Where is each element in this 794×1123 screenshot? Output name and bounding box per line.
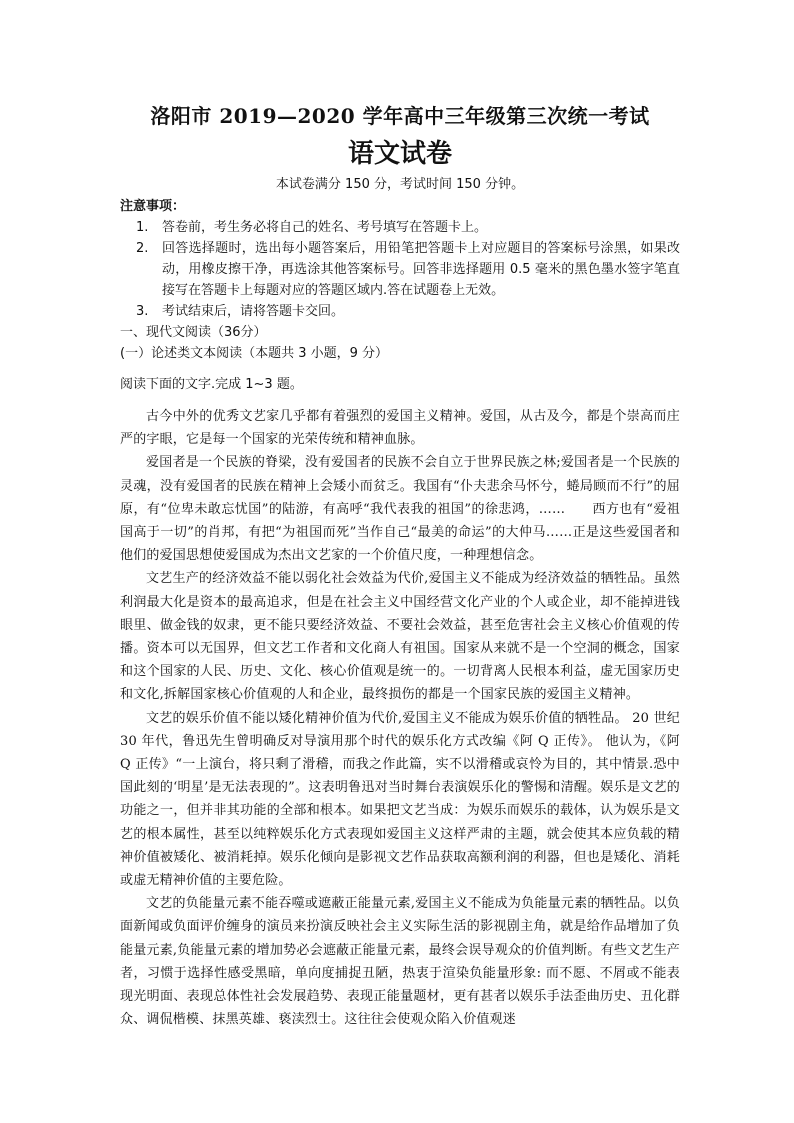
exam-page [120, 100, 680, 1031]
notice-item [120, 238, 680, 301]
notice-item-text: 回答选择题时，选出每小题答案后，用铅笔把答题卡上对应题目的答案标号涂黑，如果改动，用橡皮擦干净，再选涂其他答案标号。回答非选择题用 0.5 毫米的黑色墨水签字笔直接写在答题卡上每题对应的答题区域内.答在试题卷上无效。 [162, 241, 680, 298]
article-paragraph: 文艺的负能量元素不能吞噬或遮蔽正能量元素,爱国主义不能成为负能量元素的牺牲品。以负面新闻或负面评价缠身的演员来扮演反映社会主义实际生活的影视剧主角，就是给作品增加了负能量元素,负能量元素的增加势必会遮蔽正能量元素，最终会误导观众的价值判断。有些文艺生产者，习惯于选择性感受黑暗，单向度捕捉丑陋，热衷于渲染负能量形象: 而不愿、不屑或不能表现光明面、表现总体性社会发展趋势、表现正能量题材，更有甚者以娱乐手法歪曲历史、丑化群众、调侃楷模、抹黑英雄、亵渎烈士。这往往会使观众陷入价值观迷 [120, 896, 680, 1028]
notice-heading: 注意事项： [120, 199, 186, 214]
notice-item [120, 301, 680, 322]
paper-title: 语文试卷 [347, 139, 452, 169]
exam-info: 本试卷满分 150 分，考试时间 150 分钟。 [275, 177, 525, 192]
subsection-heading: (一）论述类文本阅读（本题共 3 小题，9 分） [120, 346, 389, 361]
notice-item-number: 2. [136, 241, 149, 256]
article-paragraph: 古今中外的优秀文艺家几乎都有着强烈的爱国主义精神。爱国，从古及今，都是个崇高而庄严的字眼，它是每一个国家的光荣传统和精神血脉。 [120, 409, 680, 448]
exam-title: 洛阳市 2019—2020 学年高中三年级第三次统一考试 [150, 104, 650, 128]
article-paragraph: 文艺生产的经济效益不能以弱化社会效益为代价,爱国主义不能成为经济效益的牺牲品。虽然利润最大化是资本的最高追求，但是在社会主义中国经营文化产业的个人或企业，却不能掉进钱眼里、做金钱的奴隶，更不能只要经济效益、不要社会效益，甚至危害社会主义核心价值观的传播。资本可以无国界，但文艺工作者和文化商人有祖国。国家从来就不是一个空洞的概念，国家和这个国家的人民、历史、文化、核心价值观是统一的。一切背离人民根本利益，虚无国家历史和文化,拆解国家核心价值观的人和企业，最终损伤的都是一个国家民族的爱国主义精神。 [120, 571, 680, 703]
notice-list [120, 217, 680, 322]
notice-item-text: 考试结束后，请将答题卡交回。 [162, 304, 345, 319]
notice-item-number: 3. [136, 304, 149, 319]
reading-instruction: 阅读下面的文字.完成 1~3 题。 [120, 377, 303, 392]
section-heading: 一、现代文阅读（36分） [120, 325, 267, 340]
notice-item [120, 217, 680, 238]
article-body [120, 405, 680, 1031]
article-paragraph: 爱国者是一个民族的脊梁，没有爱国者的民族不会自立于世界民族之林;爱国者是一个民族的灵魂，没有爱国者的民族在精神上会矮小而贫乏。我国有“仆夫悲余马怀兮，蜷局顾而不行”的屈原，有“位卑未敢忘忧国”的陆游，有高呼“我代表我的祖国”的徐悲鸿，…… 西方也有“爱祖国高于一切”的肖邦，有把“为祖国而死”当作自己“最美的命运”的大仲马……正是这些爱国者和他们的爱国思想使爱国成为杰出文艺家的一个价值尺度，一种理想信念。 [120, 455, 680, 564]
article-paragraph: 文艺的娱乐价值不能以矮化精神价值为代价,爱国主义不能成为娱乐价值的牺牲品。 20 世纪 30 年代，鲁迅先生曾明确反对导演用那个时代的娱乐化方式改编《阿 Q 正传》。 他认为，《阿 Q 正传》“一上演台，将只剩了滑稽，而我之作此篇，实不以滑稽或哀怜为目的，其中情景.恐中国此刻的‘明星’是无法表现的”。这表明鲁迅对当时舞台表演娱乐化的警惕和清醒。娱乐是文艺的功能之一，但并非其功能的全部和根本。如果把文艺当成：为娱乐而娱乐的载体，认为娱乐是文艺的根本属性，甚至以纯粹娱乐化方式表现如爱国主义这样严肃的主题，就会使其本应负载的精神价值被矮化、被消耗掉。娱乐化倾向是影视文艺作品获取高额利润的利器，但也是矮化、消耗或虚无精神价值的主要危险。 [120, 710, 680, 889]
notice-item-number: 1. [136, 220, 149, 235]
notice-item-text: 答卷前，考生务必将自己的姓名、考号填写在答题卡上。 [162, 220, 488, 235]
